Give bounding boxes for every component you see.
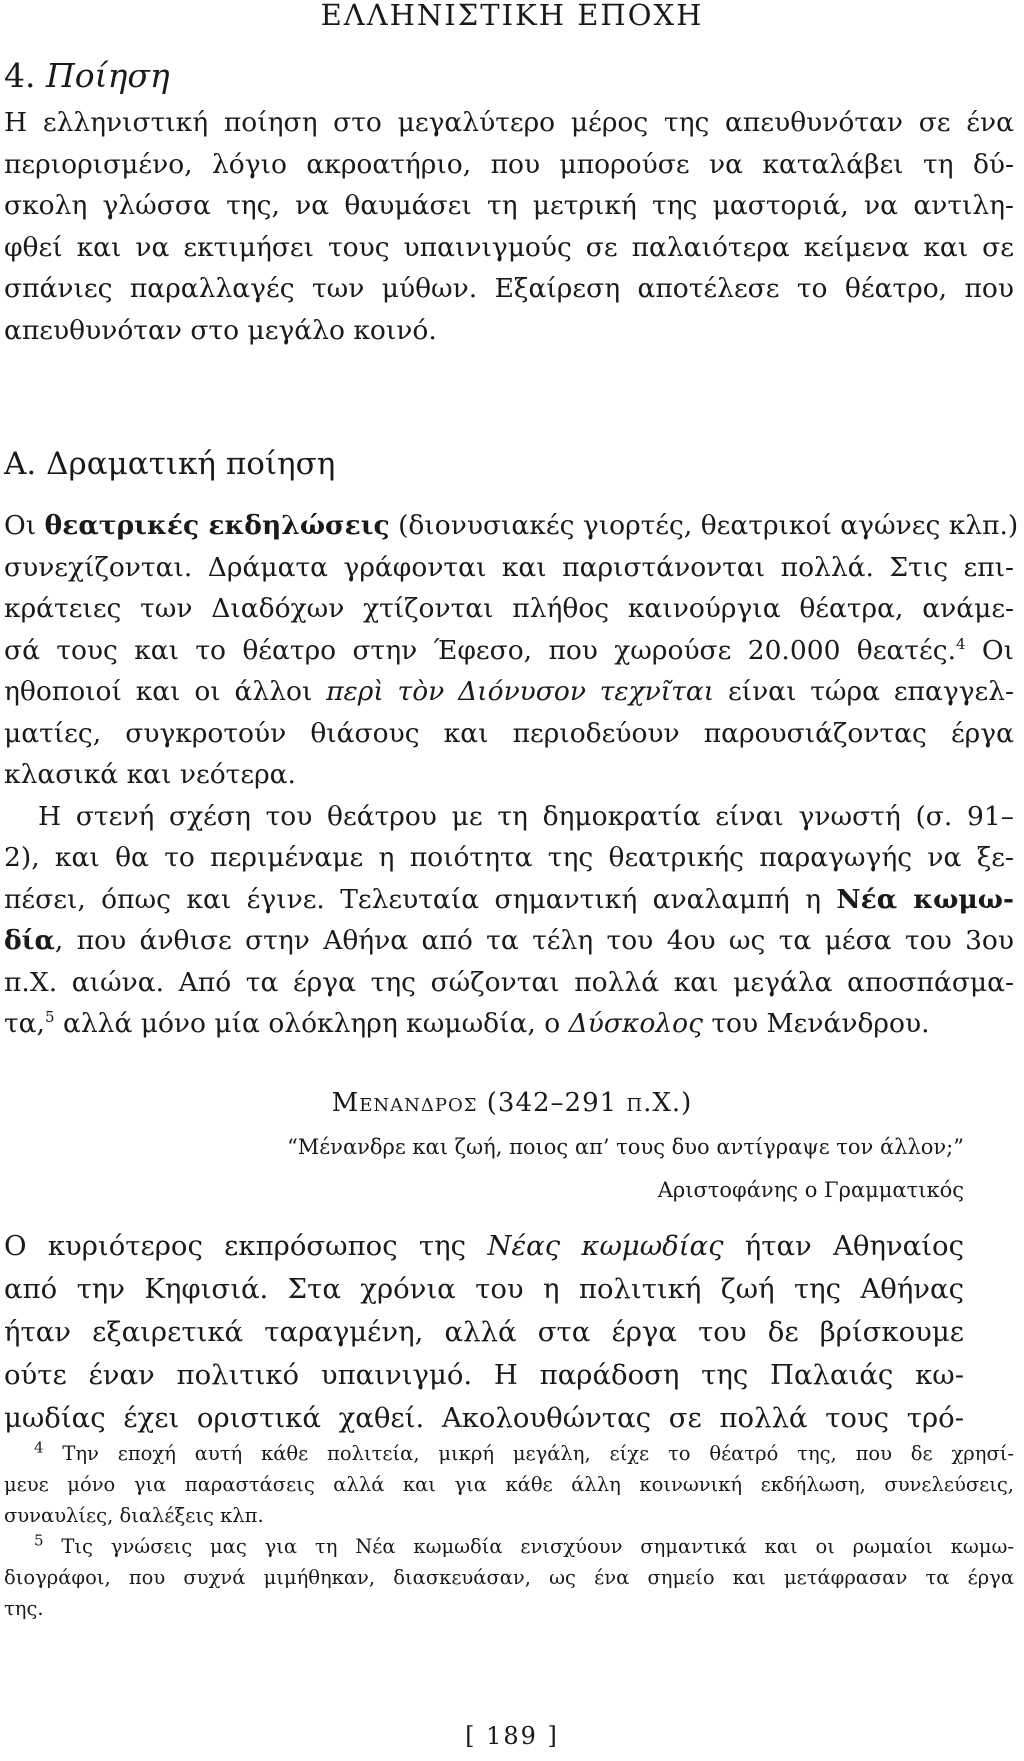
text-line: Ο κυριότερος εκπρόσωπος της Νέας κωμωδίας ήταν Αθηναίος: [4, 1230, 964, 1262]
footnote-ref: 4: [956, 634, 966, 653]
menander-heading: Μενανδρος (342–291 π.Χ.): [331, 1088, 693, 1118]
text-line: σκολη γλώσσα της, να θαυμάσει τη μετρική της μαστοριά, να αντιλη-: [4, 190, 1014, 221]
text-line: ούτε έναν πολιτικό υπαινιγμό. Η παράδοση της Παλαιάς κω-: [4, 1359, 964, 1391]
footnote-ref: 5: [44, 1008, 55, 1027]
italic-phrase: Δύσκολος: [568, 1008, 703, 1039]
text-line: δία, που άνθισε στην Αθήνα από τα τέλη του 4ου ως τα μέσα του 3ου: [4, 925, 1014, 956]
footnote-line: της.: [4, 1597, 44, 1620]
text-line: από την Κηφισιά. Στα χρόνια του η πολιτική ζωή της Αθήνας: [4, 1273, 964, 1305]
italic-phrase: Νέας κωμωδίας: [487, 1230, 724, 1262]
text-line: π.Χ. αιώνα. Από τα έργα της σώζονται πολλά και μεγάλα αποσπάσμα-: [4, 966, 1014, 998]
epigraph-quote: “Μένανδρε και ζωή, ποιος απ’ τους δυο αντίγραψε τον άλλον;”: [287, 1135, 964, 1159]
text-line: απευθυνόταν στο μεγάλο κοινό.: [4, 314, 437, 346]
text-line: ήταν εξαιρετικά ταραγμένη, αλλά στα έργα του δε βρίσκουμε: [4, 1316, 964, 1348]
text-line: σπάνιες παραλλαγές των μύθων. Εξαίρεση αποτέλεσε το θέατρο, που: [4, 273, 1014, 304]
footnote-mark: 4: [34, 1438, 44, 1457]
footnote-mark: 5: [34, 1531, 44, 1550]
page-number: [ 189 ]: [465, 1722, 559, 1750]
drama-paragraph: [4, 505, 1019, 1045]
text-line: τα,$^5$ αλλά μόνο μία ολόκληρη κωμωδία, ο Δύσκολος του Μενάνδρου.: [4, 1008, 930, 1039]
subsection-title: Α. Δραματική ποίηση: [4, 446, 336, 482]
text-line: ηθοποιοί και οι άλλοι περὶ τὸν Διόνυσον τεχνῖται είναι τώρα επαγγελ-: [4, 676, 1015, 707]
text-line: ματίες, συγκροτούν θιάσους και περιοδεύουν παρουσιάζοντας έργα: [4, 717, 1014, 749]
text-line: σά τους και το θέατρο στην Έφεσο, που χωρούσε 20.000 θεατές.$^4$ Οι: [4, 634, 1014, 666]
text-line: Οι θεατρικές εκδηλώσεις (διονυσιακές γιορτές, θεατρικοί αγώνες κλπ.): [4, 510, 1019, 541]
text-line: κλασικά και νεότερα.: [4, 759, 296, 790]
footnote-line: μευε μόνο για παραστάσεις αλλά και για κάθε άλλη κοινωνική εκδήλωση, συνελεύσεις,: [4, 1473, 1014, 1496]
text-line: φθεί και να εκτιμήσει τους υπαινιγμούς σε παλαιότερα κείμενα και σε: [4, 231, 1014, 263]
bold-term: Νέα κωμω-: [836, 883, 1014, 915]
epigraph-author: Αριστοφάνης ο Γραμματικός: [657, 1178, 964, 1202]
footnote-line: $^4$ Την εποχή αυτή κάθε πολιτεία, μικρή μεγάλη, είχε το θέατρό της, που δε χρησί-: [34, 1438, 1014, 1465]
section-title-text: Ποίηση: [46, 56, 170, 95]
text-line: Η στενή σχέση του θεάτρου με τη δημοκρατία είναι γνωστή (σ. 91–: [38, 800, 1014, 832]
footnote-line: $^5$ Τις γνώσεις μας για τη Νέα κωμωδία ενισχύουν σημαντικά και οι ρωμαίοι κωμω-: [34, 1531, 1014, 1558]
menander-paragraph: [4, 1225, 964, 1440]
text-line: 2), και θα το περιμέναμε η ποιότητα της θεατρικής παραγωγής να ξε-: [4, 842, 1014, 873]
text-line: Η ελληνιστική ποίηση στο μεγαλύτερο μέρος της απευθυνόταν σε ένα: [4, 107, 1014, 138]
section-title: [4, 56, 170, 96]
text-line: συνεχίζονται. Δράματα γράφονται και παριστάνονται πολλά. Στις επι-: [4, 551, 1014, 583]
text-line: μωδίας έχει οριστικά χαθεί. Ακολουθώντας σε πολλά τους τρό-: [4, 1402, 964, 1434]
footnote-line: συναυλίες, διαλέξεις κλπ.: [4, 1504, 264, 1527]
section-number: 4.: [4, 56, 36, 95]
bold-term: θεατρικές εκδηλώσεις: [44, 510, 390, 541]
text-line: περιορισμένο, λόγιο ακροατήριο, που μπορούσε να καταλάβει τη δύ-: [4, 148, 1014, 180]
bold-term: δία: [4, 925, 55, 956]
footnotes: [4, 1438, 1014, 1624]
footnote-line: διογράφοι, που συχνά μιμήθηκαν, διασκευάσαν, ως ένα σημείο και μετάφρασαν τα έργα: [4, 1566, 1014, 1589]
text-line: πέσει, όπως και έγινε. Τελευταία σημαντική αναλαμπή η Νέα κωμω-: [4, 883, 1014, 915]
running-head: ΕΛΛΗΝΙΣΤΙΚΗ ΕΠΟΧΗ: [320, 0, 704, 32]
italic-phrase: περὶ τὸν Διόνυσον τεχνῖται: [326, 676, 715, 707]
text-line: κράτειες των Διαδόχων χτίζονται πλήθος καινούργια θέατρα, ανάμε-: [4, 593, 1014, 624]
intro-paragraph: [4, 102, 1014, 351]
